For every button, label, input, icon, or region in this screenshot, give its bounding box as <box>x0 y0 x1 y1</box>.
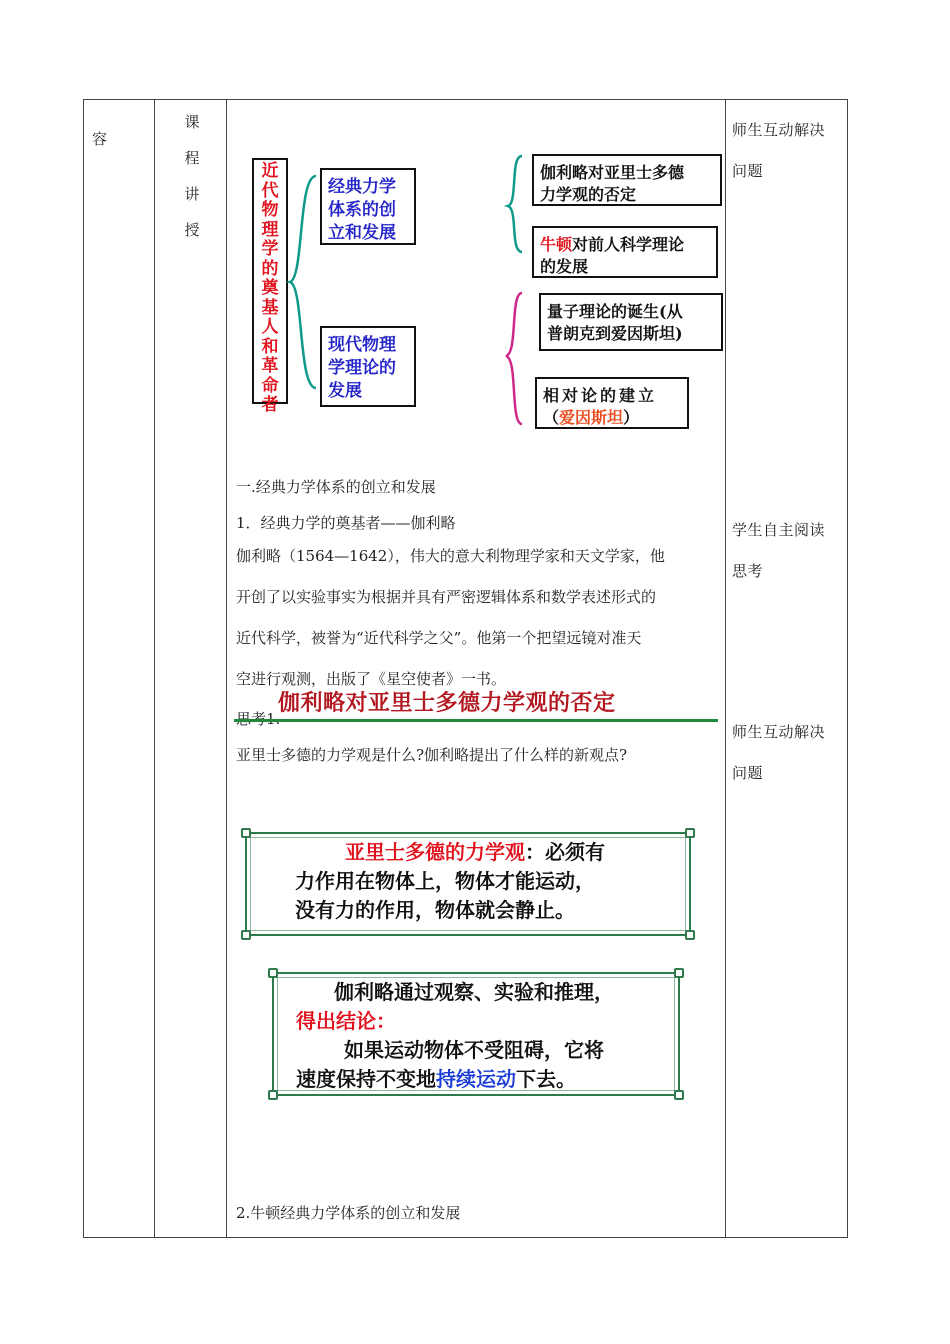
lesson-table <box>83 99 848 1238</box>
einstein-highlight: 爱因斯坦 <box>559 408 624 427</box>
leaf-newton-box: 牛顿对前人科学理论 的发展 <box>532 226 718 278</box>
scroll-corner-icon <box>685 930 695 940</box>
leaf-relativity-box: 相对论的建立 （爱因斯坦） <box>535 377 689 429</box>
scroll-corner-icon <box>685 828 695 838</box>
branch-modern-box: 现代物理 学理论的 发展 <box>320 326 416 407</box>
branch-classical-box: 经典力学 体系的创 立和发展 <box>320 168 416 245</box>
content-column-label: 容 <box>92 130 108 148</box>
leaf-galileo-box: 伽利略对亚里士多德 力学观的否定 <box>532 154 722 206</box>
diagram-root-box: 近代物理学的奠基人和革命者 <box>252 158 288 404</box>
teaching-note-1: 师生互动解决 问题 <box>732 121 826 180</box>
scroll-corner-icon <box>241 930 251 940</box>
galileo-conclusion-card: 伽利略通过观察、实验和推理， 得出结论： 如果运动物体不受阻碍，它将 速度保持不变地持续运动下去。 <box>272 972 680 1096</box>
column-divider <box>154 100 155 1237</box>
newton-highlight: 牛顿 <box>540 235 573 254</box>
continuous-motion-highlight: 持续运动 <box>436 1067 516 1091</box>
sub-heading: 1．经典力学的奠基者——伽利略 <box>236 514 456 532</box>
think-question: 亚里士多德的力学观是什么?伽利略提出了什么样的新观点? <box>236 746 628 764</box>
section-heading: 一.经典力学体系的创立和发展 <box>236 478 436 496</box>
teaching-note-2: 学生自主阅读 思考 <box>732 521 826 580</box>
scroll-corner-icon <box>241 828 251 838</box>
galileo-paragraph: 伽利略（1564—1642），伟大的意大利物理学家和天文学家，他 开创了以实验事实为根据并具有严密逻辑体系和数学表述形式的 近代科学，被誉为“近代科学之父”。他第一个把望远镜对准天 空进行观测，出版了《星空使者》一书。 <box>236 547 665 688</box>
aristotle-highlight: 亚里士多德的力学观 <box>345 840 525 864</box>
stage-label: 课 程 讲 授 <box>184 113 200 239</box>
conclusion-label: 得出结论： <box>296 1009 396 1033</box>
teaching-note-3: 师生互动解决 问题 <box>732 723 826 782</box>
next-section-heading: 2.牛顿经典力学体系的创立和发展 <box>236 1204 461 1222</box>
concept-diagram <box>234 148 685 433</box>
slide-title: 伽利略对亚里士多德力学观的否定 <box>234 686 718 722</box>
column-divider <box>226 100 227 1237</box>
leaf-quantum-box: 量子理论的诞生(从 普朗克到爱因斯坦) <box>539 293 723 351</box>
scroll-corner-icon <box>674 1090 684 1100</box>
aristotle-card: 亚里士多德的力学观：必须有 力作用在物体上，物体才能运动， 没有力的作用，物体就会静止。 <box>245 832 691 936</box>
scroll-corner-icon <box>674 968 684 978</box>
column-divider <box>725 100 726 1237</box>
scroll-corner-icon <box>268 968 278 978</box>
scroll-corner-icon <box>268 1090 278 1100</box>
slide-title-rule <box>234 719 718 722</box>
